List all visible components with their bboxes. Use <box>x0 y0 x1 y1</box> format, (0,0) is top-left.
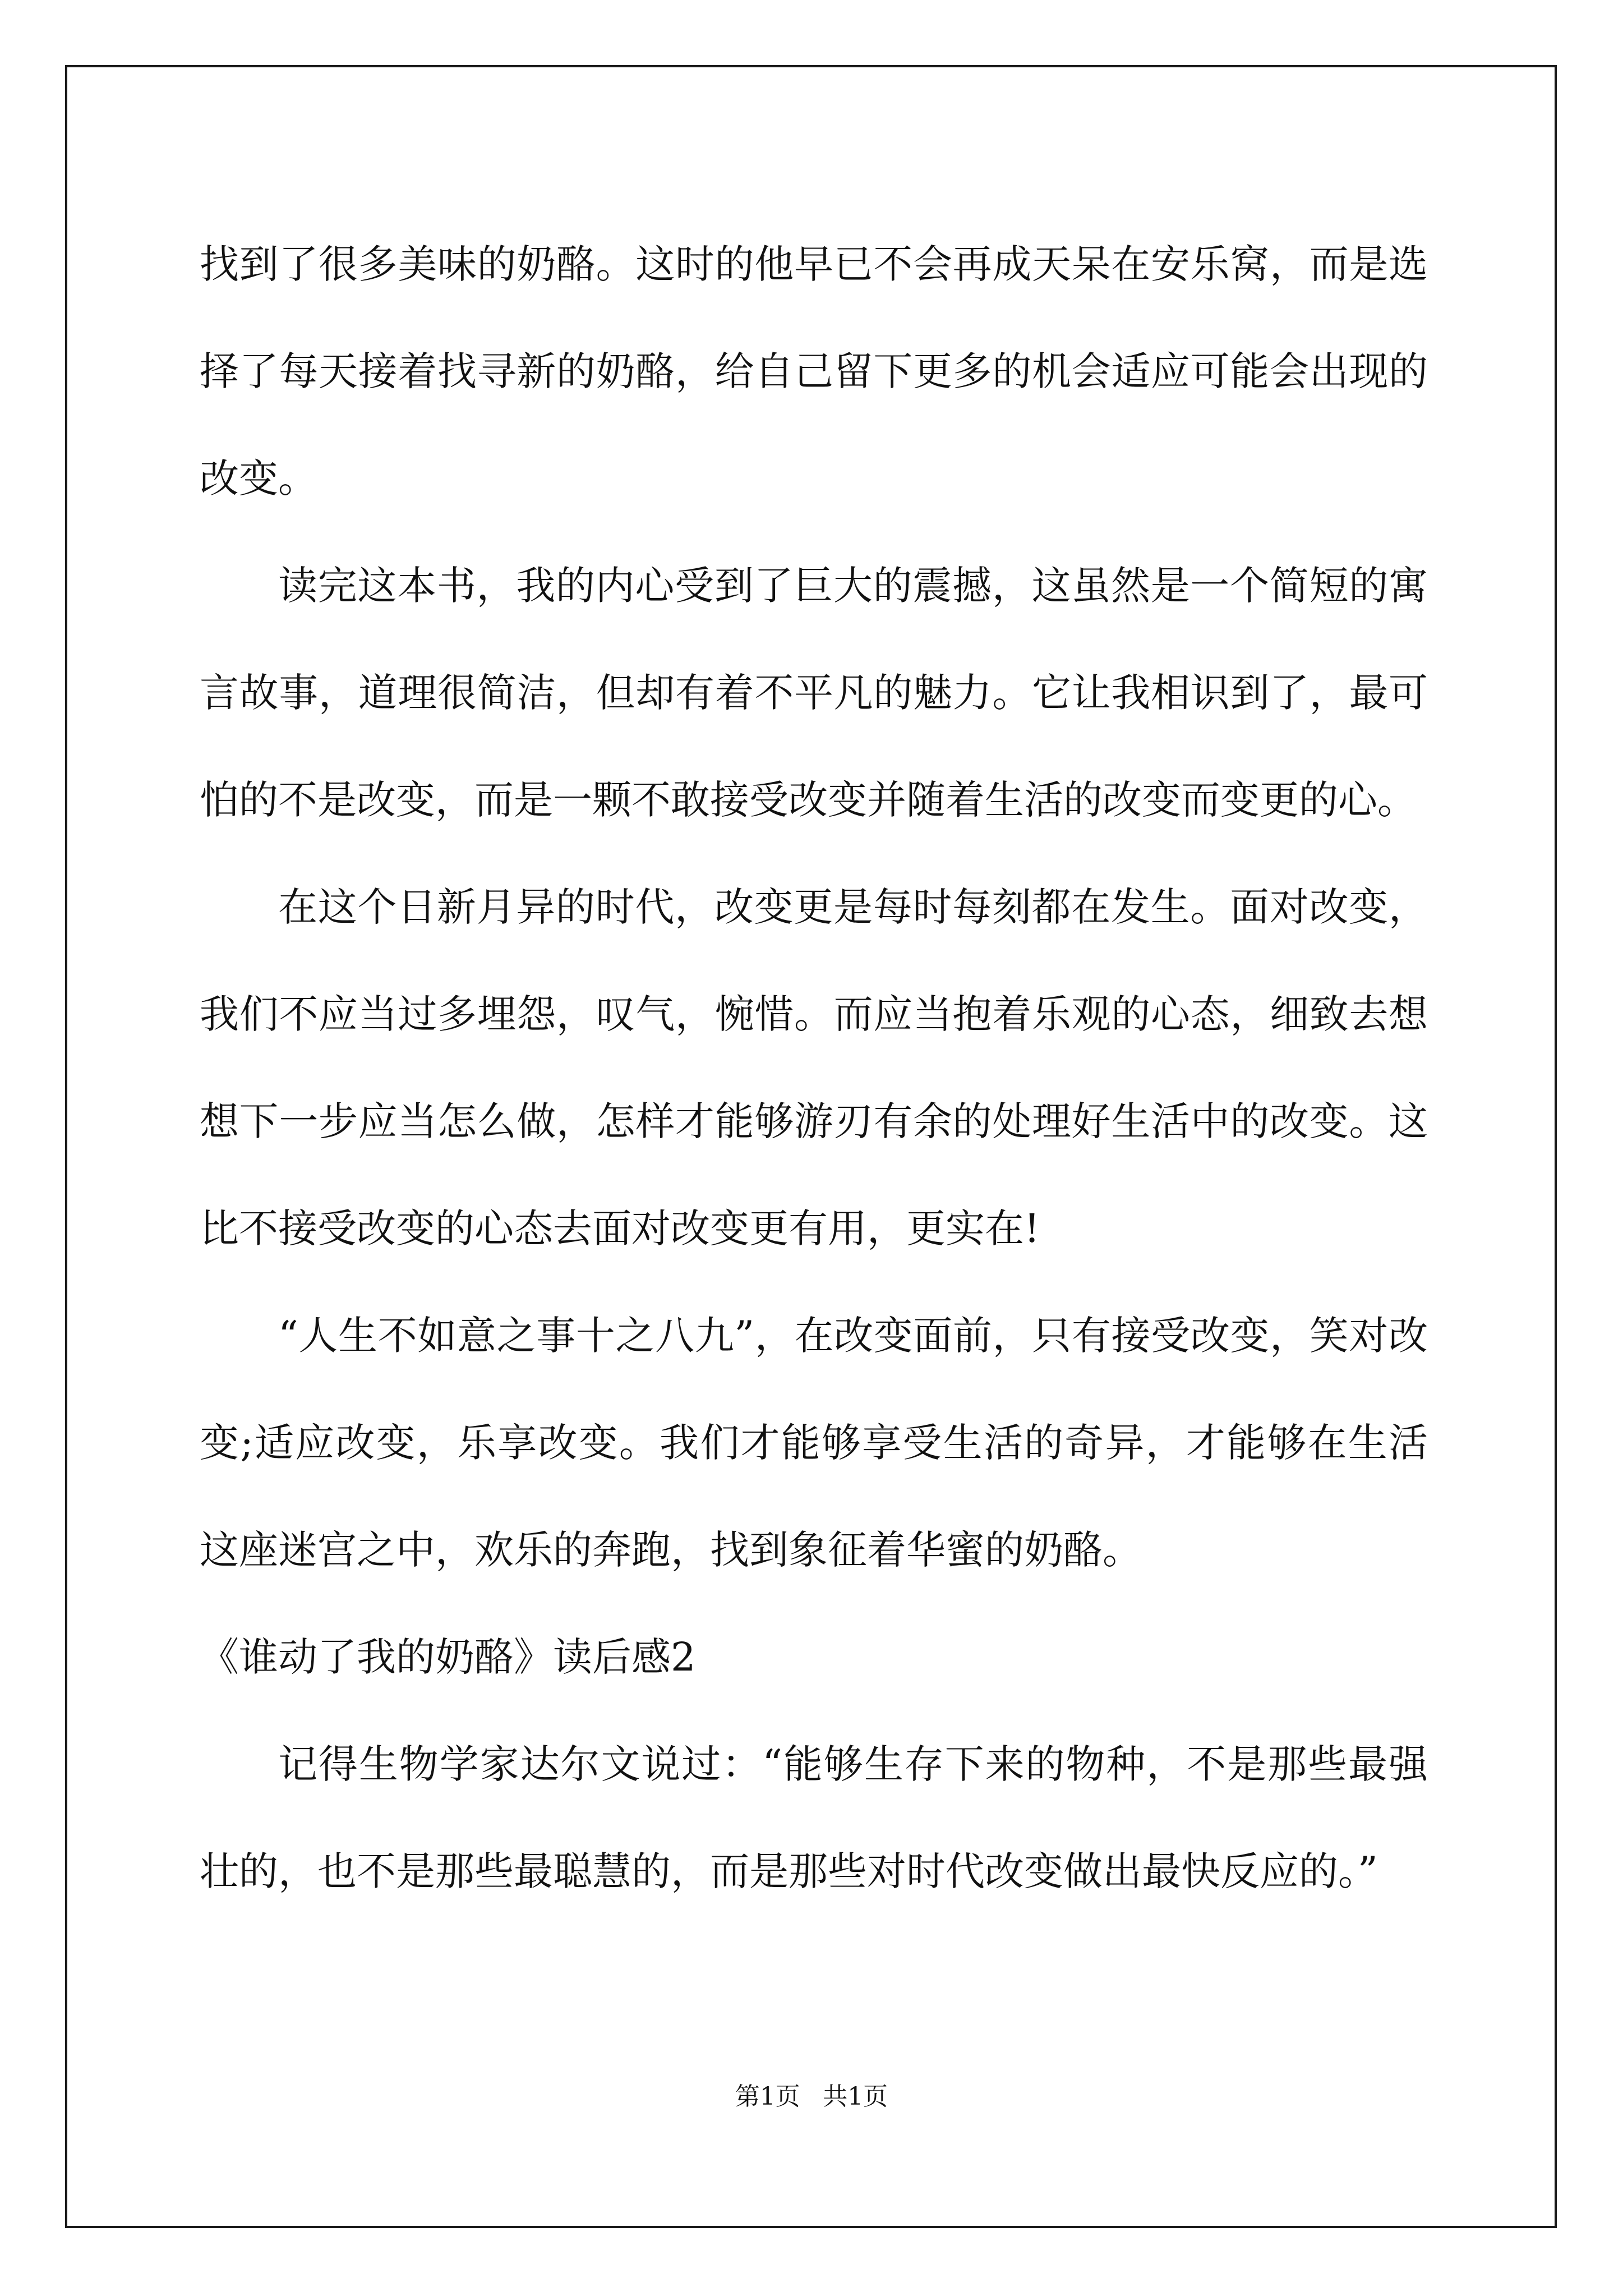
paragraph-reflection: 读完这本书，我的内心受到了巨大的震撼，这虽然是一个简短的寓言故事，道理很简洁，但却有着不平凡的魅力。它让我相识到了，最可怕的不是改变，而是一颗不敢接受改变并随着生活的改变而变更的心。 <box>200 563 1428 823</box>
paragraph-change-era: 在这个日新月异的时代，改变更是每时每刻都在发生。面对改变，我们不应当过多埋怨，叹气，惋惜。而应当抱着乐观的心态，细致去想想下一步应当怎么做，怎样才能够游刃有余的处理好生活中的改变。这比不接受改变的心态去面对改变更有用，更实在! <box>200 884 1428 1251</box>
paragraph-continuation: 找到了很多美味的奶酪。这时的他早已不会再成天呆在安乐窝，而是选择了每天接着找寻新的奶酪，给自己留下更多的机会适应可能会出现的改变。 <box>200 241 1428 501</box>
document-body <box>200 211 1428 1925</box>
page-number-footer: 第1页 共1页 <box>735 2082 888 2111</box>
paragraph-darwin-quote: 记得生物学家达尔文说过：“能够生存下来的物种，不是那些最强壮的，也不是那些最聪慧的，而是那些对时代改变做出最快反应的。” <box>200 1741 1428 1894</box>
paragraph-embrace-change: “人生不如意之事十之八九”，在改变面前，只有接受改变，笑对改变;适应改变，乐享改变。我们才能够享受生活的奇异，才能够在生活这座迷宫之中，欢乐的奔跑，找到象征着华蜜的奶酪。 <box>200 1313 1428 1573</box>
section-heading: 《谁动了我的奶酪》读后感2 <box>200 1634 696 1680</box>
